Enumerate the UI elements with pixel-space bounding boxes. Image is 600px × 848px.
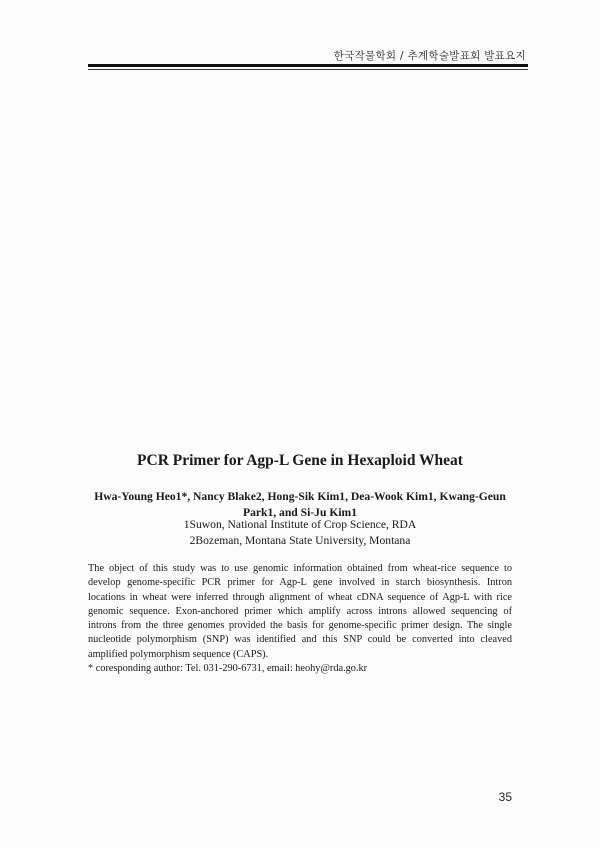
running-header: 한국작물학회 / 추계학술발표회 발표요지: [333, 50, 526, 62]
abstract-line: The object of this study was to use genomic information obtained from wheat-rice sequence to: [88, 563, 512, 574]
header-rule-thick: [88, 64, 528, 67]
abstract-line: amplified polymorphism sequence (CAPS).: [88, 648, 269, 660]
author-list: [92, 489, 508, 521]
abstract-line: genomic sequence. Exon-anchored primer which amplify across introns allowed sequencing of: [88, 605, 512, 617]
author-line-2: Park1, and Si-Ju Kim1: [242, 506, 358, 519]
author-line-1: Hwa-Young Heo1*, Nancy Blake2, Hong-Sik Kim1, Dea-Wook Kim1, Kwang-Geun: [94, 490, 506, 503]
page-number: 35: [498, 790, 512, 804]
affiliation-1: 1Suwon, National Institute of Crop Science, RDA: [183, 518, 417, 531]
article-title: PCR Primer for Agp-L Gene in Hexaploid Wheat: [137, 452, 463, 469]
abstract: [88, 562, 512, 676]
abstract-line: locations in wheat were inferred through alignment of wheat cDNA sequence of Agp-L with rice: [88, 591, 512, 603]
correspondence-note: * coresponding author: Tel. 031-290-6731, email: heohy@rda.go.kr: [88, 663, 368, 675]
header-rule-thin: [88, 69, 528, 70]
abstract-line: develop genome-specific PCR primer for Agp-L gene involved in starch biosynthesis. Intron: [88, 577, 512, 589]
abstract-line: introns from the three genomes provided the basis for genome-specific primer design. The single: [88, 620, 512, 632]
abstract-line: nucleotide polymorphism (SNP) was identified and this SNP could be converted into cleaved: [88, 634, 512, 646]
affiliation-2: 2Bozeman, Montana State University, Montana: [189, 534, 411, 547]
